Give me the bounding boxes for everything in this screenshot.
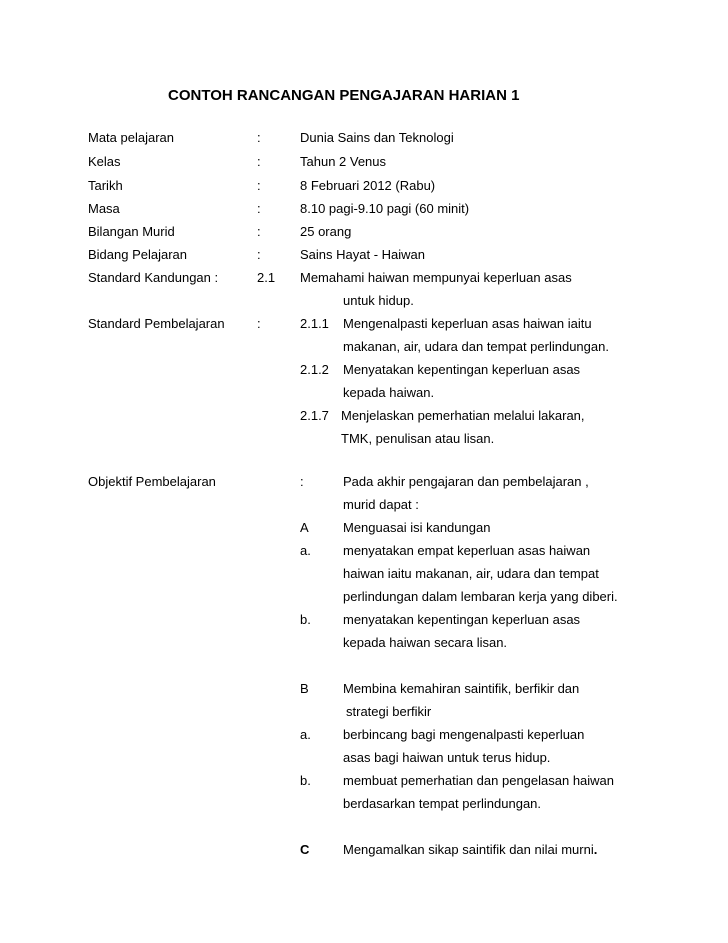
objektif-intro: murid dapat : [343,497,419,512]
standard-pembelajaran-text: Menjelaskan pemerhatian melalui lakaran, [341,408,585,423]
objektif-item-marker: b. [300,773,311,788]
standard-pembelajaran-text: Mengenalpasti keperluan asas haiwan iaitu [343,316,592,331]
objektif-section-heading [343,842,597,858]
field-label-bidang-pelajaran: Bidang Pelajaran [88,247,188,262]
objektif-item-text: menyatakan kepentingan keperluan asas [343,612,581,627]
objektif-item-text: membuat pemerhatian dan pengelasan haiwan [343,773,615,788]
objektif-item-text: kepada haiwan secara lisan. [343,635,508,650]
field-label-masa: Masa [88,201,120,216]
field-value-tarikh: 8 Februari 2012 (Rabu) [300,178,436,193]
standard-pembelajaran-text: kepada haiwan. [343,385,435,400]
standard-kandungan-text: untuk hidup. [343,293,414,308]
field-separator: : [257,178,261,193]
objektif-section-marker: A [300,520,309,535]
objektif-section-heading-text: Mengamalkan sikap saintifik dan nilai murni [343,842,594,857]
objektif-intro: Pada akhir pengajaran dan pembelajaran , [343,474,589,489]
objektif-item-text: haiwan iaitu makanan, air, udara dan tempat [343,566,599,581]
field-label-bilangan-murid: Bilangan Murid [88,224,175,239]
standard-pembelajaran-text: Menyatakan kepentingan keperluan asas [343,362,581,377]
objektif-section-heading: Menguasai isi kandungan [343,520,491,535]
field-separator: : [300,474,304,489]
objektif-item-marker: a. [300,543,311,558]
field-separator: : [257,201,261,216]
field-separator: : [257,130,261,145]
objektif-label: Objektif Pembelajaran [88,474,216,489]
standard-pembelajaran-text: TMK, penulisan atau lisan. [341,431,495,446]
objektif-section-heading: Membina kemahiran saintifik, berfikir dan [343,681,580,696]
field-separator: : [257,316,261,331]
standard-pembelajaran-code: 2.1.7 [300,408,329,423]
objektif-item-text: berbincang bagi mengenalpasti keperluan [343,727,585,742]
standard-pembelajaran-text: makanan, air, udara dan tempat perlindungan. [343,339,609,354]
objektif-section-marker: B [300,681,309,696]
field-value-bilangan-murid: 25 orang [300,224,352,239]
standard-kandungan-label: Standard Kandungan : [88,270,219,285]
document-title: CONTOH RANCANGAN PENGAJARAN HARIAN 1 [168,87,520,104]
objektif-item-text: berdasarkan tempat perlindungan. [343,796,542,811]
field-label-mata-pelajaran: Mata pelajaran [88,130,174,145]
objektif-item-marker: a. [300,727,311,742]
field-value-kelas: Tahun 2 Venus [300,154,387,169]
field-label-kelas: Kelas [88,154,121,169]
field-separator: : [257,224,261,239]
objektif-section-heading: strategi berfikir [346,704,432,719]
field-label-tarikh: Tarikh [88,178,123,193]
field-separator: : [257,154,261,169]
standard-kandungan-text: Memahami haiwan mempunyai keperluan asas [300,270,572,285]
standard-pembelajaran-label: Standard Pembelajaran [88,316,225,331]
standard-pembelajaran-code: 2.1.2 [300,362,329,377]
objektif-section-marker: C [300,842,310,857]
objektif-section-heading-period: . [593,842,598,857]
objektif-item-text: perlindungan dalam lembaran kerja yang diberi. [343,589,618,604]
field-separator: : [257,247,261,262]
field-value-masa: 8.10 pagi-9.10 pagi (60 minit) [300,201,470,216]
field-value-mata-pelajaran: Dunia Sains dan Teknologi [300,130,454,145]
objektif-item-text: asas bagi haiwan untuk terus hidup. [343,750,551,765]
objektif-item-marker: b. [300,612,311,627]
field-value-bidang-pelajaran: Sains Hayat - Haiwan [300,247,425,262]
standard-kandungan-code: 2.1 [257,270,276,285]
standard-pembelajaran-code: 2.1.1 [300,316,329,331]
objektif-item-text: menyatakan empat keperluan asas haiwan [343,543,591,558]
